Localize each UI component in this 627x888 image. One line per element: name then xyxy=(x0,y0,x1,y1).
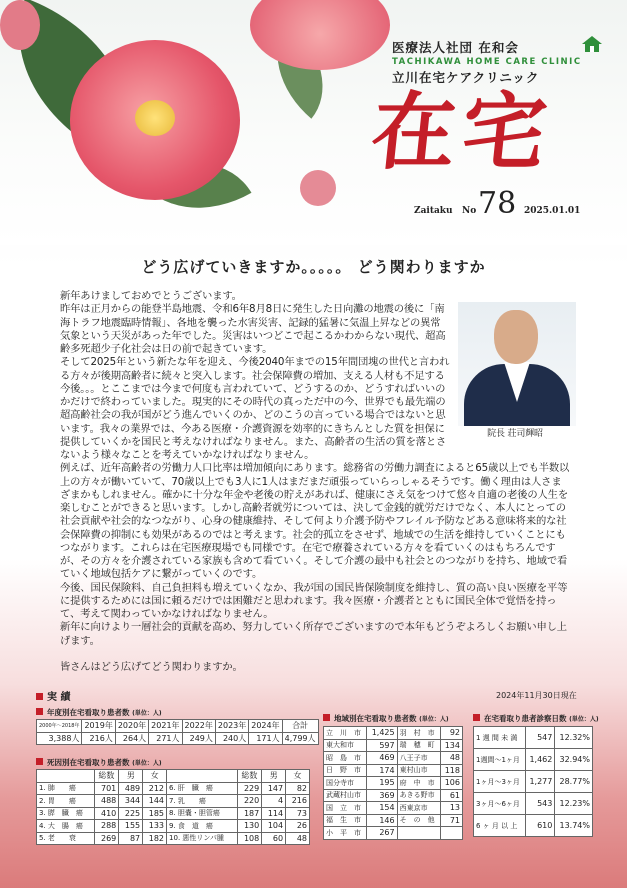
square-bullet-icon xyxy=(36,708,43,715)
table-cell: 八王子市 xyxy=(397,752,440,765)
article-paragraph: 新年に向けより一層社会的貢献を高め、努力していく所存でございますので本年もどうぞよろしくお願い申し上げます。 xyxy=(60,621,567,647)
table-cell: 240人 xyxy=(215,732,248,745)
table-row xyxy=(324,764,463,777)
table-cell: 108 xyxy=(237,832,262,845)
table-cell: そ の 他 xyxy=(397,814,440,827)
issue-number: 78 xyxy=(478,186,517,221)
table-header: 女 xyxy=(143,770,167,783)
table-cell: 92 xyxy=(440,727,462,740)
table-cell: 瑞 穂 町 xyxy=(397,739,440,752)
table-cell: 1週間〜1ヶ月 xyxy=(474,749,526,771)
square-bullet-icon xyxy=(36,693,43,700)
table-cell xyxy=(440,827,462,840)
table-cell: 8. 胆嚢・胆管癌 xyxy=(167,807,237,820)
table-row xyxy=(324,777,463,790)
table-cell: 1. 肺 癌 xyxy=(37,782,95,795)
table-cell: 福 生 市 xyxy=(324,814,367,827)
table-cell: 547 xyxy=(525,727,555,749)
director-photo xyxy=(458,302,576,426)
table-cell xyxy=(167,770,237,783)
table-row xyxy=(324,727,463,740)
table-cell: 32.94% xyxy=(555,749,593,771)
days-section-title xyxy=(473,713,599,724)
table-row xyxy=(324,752,463,765)
table-cell: 147 xyxy=(262,782,286,795)
table-cell: 220 xyxy=(237,795,262,808)
table-cell: 昭 島 市 xyxy=(324,752,367,765)
days-unit: (単位：人) xyxy=(569,716,599,723)
table-row xyxy=(37,820,310,833)
table-cell: 1,277 xyxy=(525,771,555,793)
yearly-unit: (単位：人) xyxy=(132,710,162,717)
table-cell: 6. 肝 臓 癌 xyxy=(167,782,237,795)
table-cell: 610 xyxy=(525,815,555,837)
table-cell: 212 xyxy=(143,782,167,795)
table-cell: 187 xyxy=(237,807,262,820)
table-cell: 410 xyxy=(94,807,119,820)
table-header: 2022年 xyxy=(182,720,215,733)
table-header: 合計 xyxy=(282,720,318,733)
table-cell: 82 xyxy=(286,782,310,795)
table-cell: 216人 xyxy=(82,732,115,745)
table-header: 男 xyxy=(262,770,286,783)
cause-table xyxy=(36,769,310,845)
table-header: 女 xyxy=(286,770,310,783)
table-cell: 28.77% xyxy=(555,771,593,793)
table-cell: 1ヶ月〜3ヶ月 xyxy=(474,771,526,793)
table-row xyxy=(37,807,310,820)
article-paragraph: 今後、国民保険料、自己負担料も増えていくなか、我が国の国民皆保険制度を維持し、質の高い良い医療を平等に提供するためには国に頼るだけでは困難だと思われます。我々医療・介護者とともに国民全体で覚悟を持って、考えて関わっていかなければなりません。 xyxy=(60,581,568,620)
table-cell: 10. 悪性リンパ腫 xyxy=(167,832,237,845)
table-cell: 2. 胃 癌 xyxy=(37,795,95,808)
table-header: 2020年 xyxy=(115,720,148,733)
table-row xyxy=(474,749,593,771)
clinic-name-block xyxy=(392,38,607,86)
region-section-title xyxy=(323,713,449,724)
table-cell: 12.23% xyxy=(555,793,593,815)
table-cell: 118 xyxy=(440,764,462,777)
table-cell: 1 週 間 未 満 xyxy=(474,727,526,749)
table-cell: 71 xyxy=(440,814,462,827)
table-cell: 182 xyxy=(143,832,167,845)
table-row xyxy=(37,795,310,808)
article-paragraph: 例えば、近年高齢者の労働力人口比率は増加傾向にあります。総務省の労働力調査によると65歳以上でも半数以上の方々が働いていて、70歳以上でも3人に1人はまだまだ頑張っていらっしゃるそうです。働く理由は人さまざまかもしれません。確かに十分な年金や老後の貯えがあれば、健康にさえ気をつけて悠々自適の老後の人生を楽しむことができると思います。しかし高齢者就労については、決して金銭的就労だけでなく、本人にとっての社会貢献や社会的なつながり、心身の健康維持、そして何より介護予防やフレイル予防などある意味将来的な社会保障費の抑制にも効果があるのではと考えます。社会的孤立をさせず、地域での生活を維持していくことにもつながります。これらは在宅医療現場でも同様です。在宅で療養されている方々を看ていくのはもちろんですが、その方々を介護されている家族も含めて看ていく。そして介護の最中も社会とのつながりを持ち、地域で看ていく地域包括ケアに繋がっていくのです。 xyxy=(60,462,570,581)
table-cell: 701 xyxy=(94,782,119,795)
table-cell: 87 xyxy=(119,832,143,845)
table-cell: 国分寺市 xyxy=(324,777,367,790)
table-cell: 174 xyxy=(367,764,397,777)
table-cell: 東村山市 xyxy=(397,764,440,777)
table-cell: 9. 食 道 癌 xyxy=(167,820,237,833)
paragraph-gap xyxy=(60,648,570,661)
article-body xyxy=(60,290,570,674)
table-header: 総数 xyxy=(94,770,119,783)
table-cell: あきる野市 xyxy=(397,789,440,802)
table-cell: 1,425 xyxy=(367,727,397,740)
table-cell xyxy=(37,770,95,783)
cause-unit: (単位：人) xyxy=(132,760,162,767)
article-paragraph: 皆さんはどう広げてどう関わりますか。 xyxy=(60,660,243,673)
table-cell: 3. 膵 臓 癌 xyxy=(37,807,95,820)
issue-date: 2025.01.01 xyxy=(524,206,581,216)
article-headline: どう広げていきますか。。。。。 どう関わりますか xyxy=(141,258,486,276)
table-row xyxy=(474,793,593,815)
square-bullet-icon xyxy=(36,758,43,765)
table-cell: 羽 村 市 xyxy=(397,727,440,740)
table-header: 2019年 xyxy=(82,720,115,733)
table-cell: 597 xyxy=(367,739,397,752)
table-cell: 48 xyxy=(286,832,310,845)
table-cell: 日 野 市 xyxy=(324,764,367,777)
table-cell: 3ヶ月〜6ヶ月 xyxy=(474,793,526,815)
region-title: 地域別在宅看取り患者数 xyxy=(334,714,417,723)
yearly-section-title xyxy=(36,707,162,718)
table-cell: 小 平 市 xyxy=(324,827,367,840)
table-cell: 154 xyxy=(367,802,397,815)
table-cell: 12.32% xyxy=(555,727,593,749)
table-header: 2021年 xyxy=(149,720,182,733)
table-cell: 1,462 xyxy=(525,749,555,771)
clinic-japanese-name: 立川在宅ケアクリニック xyxy=(392,70,540,85)
table-cell: 114 xyxy=(262,807,286,820)
table-cell: 130 xyxy=(237,820,262,833)
table-cell: 344 xyxy=(119,795,143,808)
days-title: 在宅看取り患者診察日数 xyxy=(484,714,567,723)
square-bullet-icon xyxy=(323,714,330,721)
table-cell: 4 xyxy=(262,795,286,808)
table-cell: 229 xyxy=(237,782,262,795)
photo-caption: 院長 荘司輝昭 xyxy=(487,429,543,439)
table-row xyxy=(37,782,310,795)
table-cell: 26 xyxy=(286,820,310,833)
table-row xyxy=(324,827,463,840)
as-of-date: 2024年11月30日現在 xyxy=(496,691,577,700)
article-paragraph: そして2025年という新たな年を迎え、今後2040年までの15年間団塊の世代と言われる方々が後期高齢者に続々と突入します。社会保障費の増加、支える人材も不足する今後。。。とここまでは今まで何度も言われていて、どうするのか、どうすればいいのかだけで終わっていました。現実的にその時代の真っただ中の今、世界でも最先端の超高齢社会の我が国がどう進んでいくのか、どのこうの言っている場合ではないと思います。我々の業界では、今ある医療・介護資源を効率的にきちんとした質を担保に提供していくかを国民と考えなければなりません。また、高齢者の生活の質を落とさないよう様々なことを考えていかなければなりません。 xyxy=(60,356,450,461)
table-row xyxy=(474,771,593,793)
cause-section-title xyxy=(36,757,162,768)
article-paragraph: 昨年は正月からの能登半島地震、令和6年8月8日に発生した日向灘の地震の後に「南海トラフ地震臨時情報」、各地を襲った水害災害、記録的猛暑に気温上昇などの異常気象という天災があった年でした。災害はいつどこで起こるかわからない現代、超高齢多死超少子化社会は日の前で起きています。 xyxy=(60,303,446,355)
table-cell: 13.74% xyxy=(555,815,593,837)
table-cell: 249人 xyxy=(182,732,215,745)
clinic-logo-house-icon xyxy=(582,36,602,52)
clinic-english-name: TACHIKAWA HOME CARE CLINIC xyxy=(392,57,582,67)
table-cell xyxy=(397,827,440,840)
table-row xyxy=(474,815,593,837)
table-cell: 5. 老 衰 xyxy=(37,832,95,845)
region-table xyxy=(323,726,463,840)
yearly-table xyxy=(36,719,319,745)
face xyxy=(494,310,538,364)
table-cell: 西東京市 xyxy=(397,802,440,815)
table-header: 総数 xyxy=(237,770,262,783)
table-cell: 106 xyxy=(440,777,462,790)
yearly-title: 年度別在宅看取り患者数 xyxy=(47,708,130,717)
table-cell: 271人 xyxy=(149,732,182,745)
table-header: 2024年 xyxy=(249,720,282,733)
table-cell: 195 xyxy=(367,777,397,790)
clinic-corporation: 医療法人社団 在和会 xyxy=(392,40,519,55)
table-cell: 4. 大 腸 癌 xyxy=(37,820,95,833)
cause-title: 死因別在宅看取り患者数 xyxy=(47,758,130,767)
table-cell: 6 ヶ 月 以 上 xyxy=(474,815,526,837)
table-cell: 武蔵村山市 xyxy=(324,789,367,802)
table-cell: 133 xyxy=(143,820,167,833)
camellia-bud xyxy=(300,170,336,206)
table-cell: 489 xyxy=(119,782,143,795)
table-cell: 488 xyxy=(94,795,119,808)
table-header: 男 xyxy=(119,770,143,783)
table-cell: 東大和市 xyxy=(324,739,367,752)
table-cell: 225 xyxy=(119,807,143,820)
table-cell: 61 xyxy=(440,789,462,802)
camellia-bud xyxy=(0,0,40,50)
table-header: 2023年 xyxy=(215,720,248,733)
table-row xyxy=(324,789,463,802)
newsletter-title: 在宅 xyxy=(366,82,558,181)
table-cell: 104 xyxy=(262,820,286,833)
table-cell: 府 中 市 xyxy=(397,777,440,790)
square-bullet-icon xyxy=(473,714,480,721)
table-row xyxy=(37,832,310,845)
table-cell: 469 xyxy=(367,752,397,765)
table-cell: 立 川 市 xyxy=(324,727,367,740)
table-cell: 国 立 市 xyxy=(324,802,367,815)
table-row xyxy=(324,802,463,815)
table-cell: 185 xyxy=(143,807,167,820)
issue-label: Zaitaku xyxy=(414,206,453,216)
table-cell: 171人 xyxy=(249,732,282,745)
issue-no-label: No xyxy=(462,206,477,216)
table-cell: 7. 乳 癌 xyxy=(167,795,237,808)
table-cell: 288 xyxy=(94,820,119,833)
table-cell: 134 xyxy=(440,739,462,752)
region-unit: (単位：人) xyxy=(419,716,449,723)
table-cell: 269 xyxy=(94,832,119,845)
table-cell: 155 xyxy=(119,820,143,833)
table-cell: 369 xyxy=(367,789,397,802)
table-cell: 4,799人 xyxy=(282,732,318,745)
results-heading xyxy=(36,688,70,703)
table-row xyxy=(474,727,593,749)
table-cell: 146 xyxy=(367,814,397,827)
table-cell: 48 xyxy=(440,752,462,765)
table-cell: 2000年〜2018年 xyxy=(37,720,82,733)
table-cell: 144 xyxy=(143,795,167,808)
article-paragraph: 新年あけましておめでとうございます。 xyxy=(60,290,242,302)
table-cell: 73 xyxy=(286,807,310,820)
days-table xyxy=(473,726,593,837)
table-row xyxy=(324,814,463,827)
table-cell: 3,388人 xyxy=(37,732,82,745)
table-cell: 264人 xyxy=(115,732,148,745)
camellia-flower xyxy=(250,0,390,70)
results-title: 実 績 xyxy=(47,692,71,703)
table-row xyxy=(324,739,463,752)
table-cell: 543 xyxy=(525,793,555,815)
table-cell: 267 xyxy=(367,827,397,840)
table-cell: 216 xyxy=(286,795,310,808)
table-cell: 60 xyxy=(262,832,286,845)
table-cell: 13 xyxy=(440,802,462,815)
camellia-center xyxy=(135,100,175,136)
